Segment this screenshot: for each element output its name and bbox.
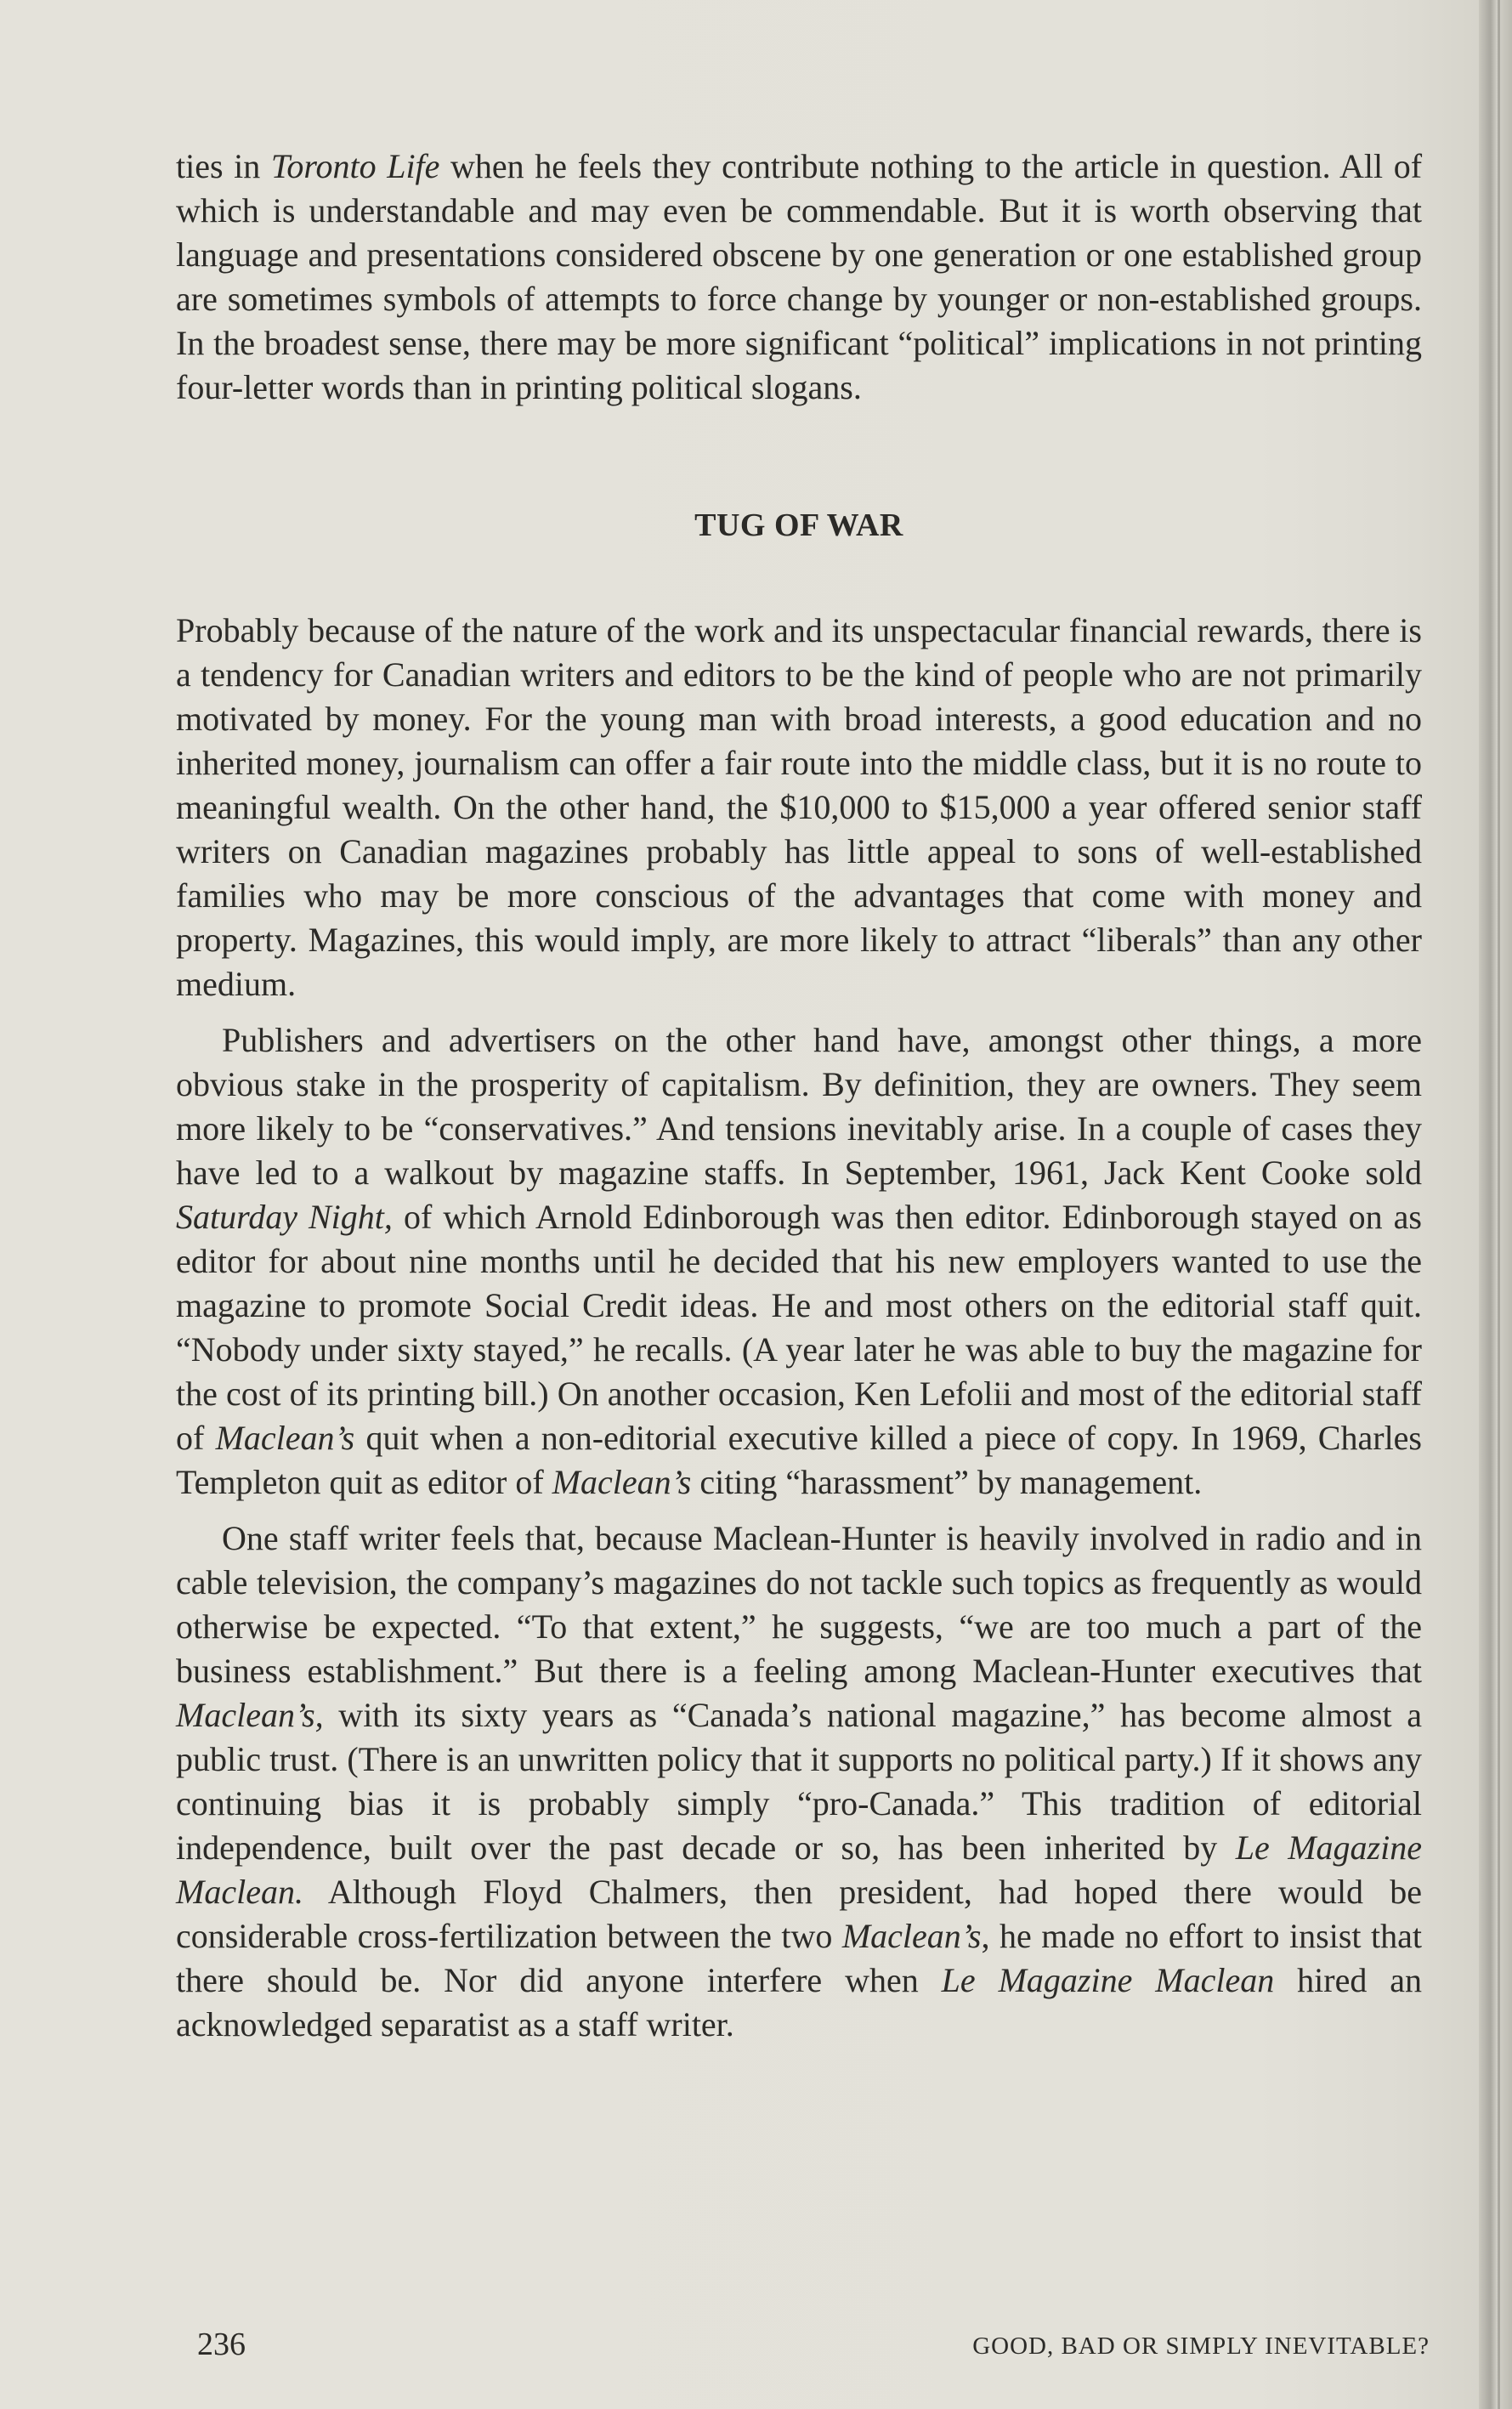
- italic-title: Maclean’s: [841, 1917, 982, 1955]
- italic-title: Saturday Night,: [176, 1198, 393, 1236]
- text-column: [176, 145, 1422, 2047]
- text-run: Probably because of the nature of the work and its unspectacular financial rewards, there is a tendency for Canadian writers and editors to be the kind of people who are not primarily motivated by money. For the young man with broad interests, a good education and no inherited money, journalism can offer a fair route into the middle class, but it is no route to meaningful wealth. On the other hand, the $10,000 to $15,000 a year offered senior staff writers on Canadian magazines probably has little appeal to sons of well-established families who may be more conscious of the advantages that come with money and property. Magazines, this would imply, are more likely to attract “liberals” than any other medium.: [176, 611, 1422, 1003]
- paragraph: [176, 609, 1422, 1006]
- italic-title: Toronto Life: [270, 147, 440, 185]
- italic-title: Le Magazine Maclean.: [176, 1828, 1422, 1911]
- section-heading: TUG OF WAR: [694, 507, 903, 543]
- text-run: quit when a non-editorial executive killed a piece of copy. In 1969, Charles Templeton quit as editor of: [176, 1419, 1422, 1501]
- running-title: GOOD, BAD OR SIMPLY INEVITABLE?: [972, 2332, 1430, 2360]
- text-run: Although Floyd Chalmers, then president, had hoped there would be considerable cross-fertilization between the two: [176, 1873, 1422, 1955]
- text-run: ties in: [176, 147, 271, 185]
- paragraph: [176, 1018, 1422, 1505]
- italic-title: Le Magazine Maclean: [941, 1961, 1275, 1999]
- page-edge-shadow: [1479, 0, 1512, 2409]
- text-run: when he feels they contribute nothing to the article in question. All of which is understandable and may even be commendable. But it is worth observing that language and presentations considered obscene by one generation or one established group are sometimes symbols of attempts to force change by younger or non-established groups. In the broadest sense, there may be more significant “political” implications in not printing four-letter words than in printing political slogans.: [176, 147, 1423, 406]
- italic-title: Maclean’s,: [176, 1696, 324, 1734]
- paragraph: [176, 145, 1422, 410]
- binding-line: [1498, 0, 1500, 2409]
- text-run: citing “harassment” by management.: [691, 1463, 1203, 1501]
- italic-title: Maclean’s: [215, 1419, 355, 1457]
- text-run: hired an acknowledged separatist as a staff writer.: [176, 1961, 1423, 2043]
- text-run: of which Arnold Edinborough was then editor. Edinborough stayed on as editor for about nine months until he decided that his new employers wanted to use the magazine to promote Social Credit ideas. He and most others on the editorial staff quit. “Nobody under sixty stayed,” he recalls. (A year later he was able to buy the magazine for the cost of its printing bill.) On another occasion, Ken Lefolii and most of the editorial staff of: [176, 1198, 1422, 1457]
- text-run: Publishers and advertisers on the other hand have, amongst other things, a more obvious stake in the prosperity of capitalism. By definition, they are owners. They seem more likely to be “conservatives.” And tensions inevitably arise. In a couple of cases they have led to a walkout by magazine staffs. In September, 1961, Jack Kent Cooke sold: [176, 1021, 1422, 1192]
- text-run: One staff writer feels that, because Maclean-Hunter is heavily involved in radio and in cable television, the company’s magazines do not tackle such topics as frequently as would otherwise be expected. “To that extent,” he suggests, “we are too much a part of the business establishment.” But there is a feeling among Maclean-Hunter executives that: [176, 1519, 1422, 1690]
- page-number: 236: [197, 2327, 246, 2362]
- text-run: with its sixty years as “Canada’s national magazine,” has become almost a public trust. (There is an unwritten policy that it supports no political party.) If it shows any continuing bias it is probably simply “pro-Canada.” This tradition of editorial independence, built over the past decade or so, has been inherited by: [176, 1696, 1422, 1867]
- text-run: , he made no effort to insist that there should be. Nor did anyone interfere when: [176, 1917, 1422, 1999]
- italic-title: Maclean’s: [552, 1463, 692, 1501]
- paragraph: [176, 1516, 1422, 2047]
